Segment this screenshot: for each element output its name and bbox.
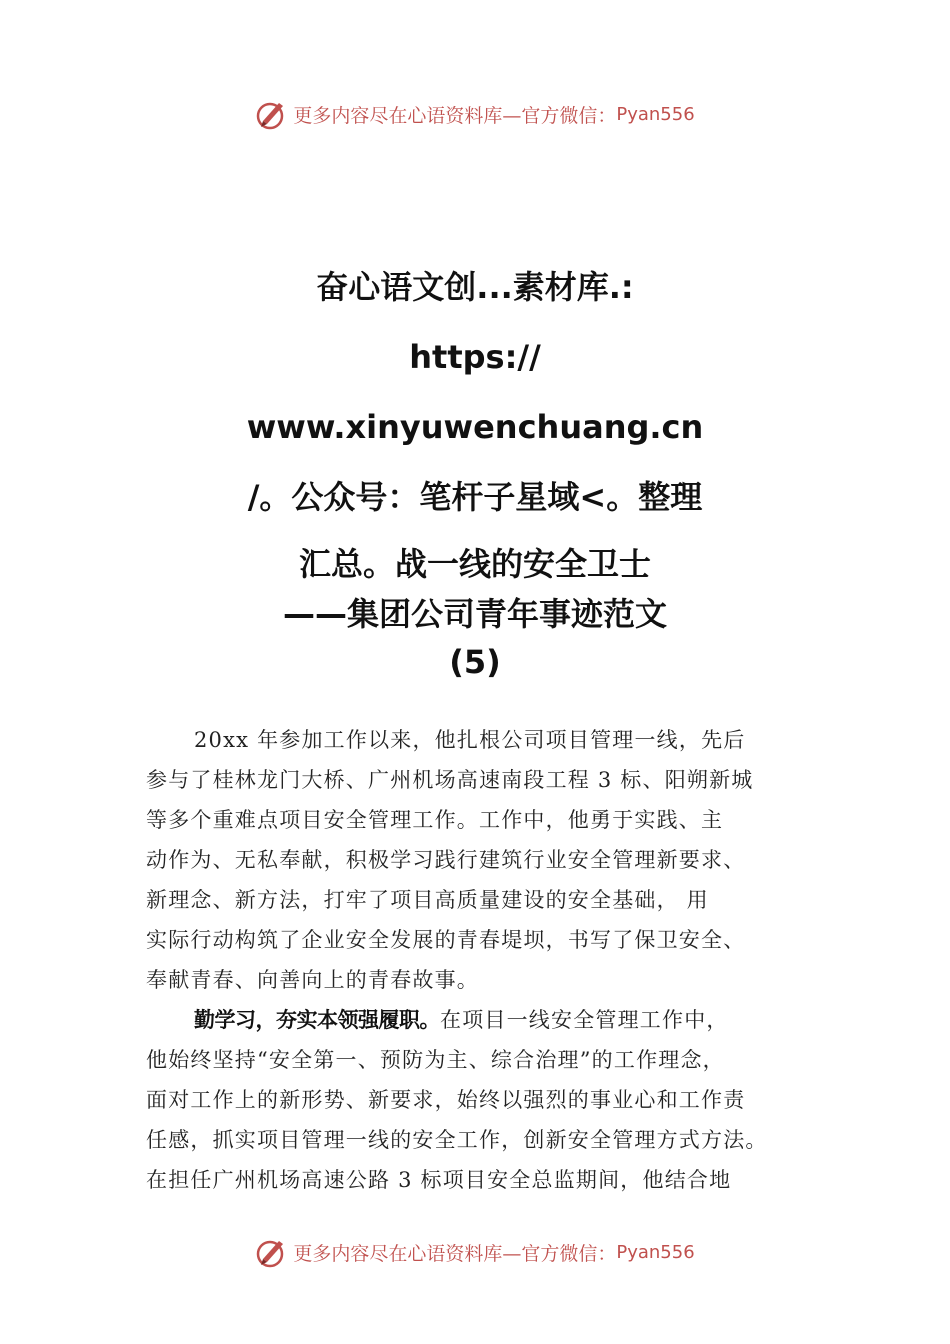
watermark-text: 更多内容尽在心语资料库—官方微信： xyxy=(293,104,617,127)
body-line: 面对工作上的新形势、新要求，始终以强烈的事业心和工作责 xyxy=(146,1088,746,1112)
footer-watermark xyxy=(0,1232,950,1272)
watermark-text: 更多内容尽在心语资料库—官方微信： xyxy=(293,1242,617,1265)
body-line: 新理念、新方法，打牢了项目高质量建设的安全基础， 用 xyxy=(146,888,709,912)
title-line: www.xinyuwenchuang.cn xyxy=(246,408,704,446)
document-title xyxy=(150,258,800,686)
body-line: 实际行动构筑了企业安全发展的青春堤坝，书写了保卫安全、 xyxy=(146,928,746,952)
header-watermark xyxy=(0,94,950,134)
body-line: 奉献青春、向善向上的青春故事。 xyxy=(146,968,479,992)
pen-circle-logo-icon xyxy=(255,97,289,131)
title-line: https:// xyxy=(409,338,541,376)
title-line: ——集团公司青年事迹范文 xyxy=(282,595,667,633)
pen-circle-logo-icon xyxy=(255,1235,289,1269)
title-line: 汇总。战一线的安全卫士 xyxy=(298,545,651,583)
body-line: 动作为、无私奉献，积极学习践行建筑行业安全管理新要求、 xyxy=(146,848,746,872)
body-line: 他始终坚持“安全第一、预防为主、综合治理”的工作理念， xyxy=(146,1048,725,1072)
title-line: /。公众号：笔杆子星域<。整理 xyxy=(247,478,703,516)
title-line: (5) xyxy=(449,643,501,681)
body-line: 20xx 年参加工作以来，他扎根公司项目管理一线，先后 xyxy=(194,728,746,752)
body-line: 参与了桂林龙门大桥、广州机场高速南段工程 3 标、阳朔新城 xyxy=(146,768,754,792)
body-line xyxy=(146,1000,836,1040)
title-line: 奋心语文创...素材库.: xyxy=(316,268,634,306)
body-line: 在担任广州机场高速公路 3 标项目安全总监期间，他结合地 xyxy=(146,1168,732,1192)
body-line: 等多个重难点项目安全管理工作。工作中，他勇于实践、主 xyxy=(146,808,724,832)
article-body xyxy=(146,720,836,1200)
body-inline-text: 在项目一线安全管理工作中， xyxy=(440,1008,729,1032)
paragraph-heading: 勤学习，夯实本领强履职。 xyxy=(194,1008,440,1032)
body-line: 任感，抓实项目管理一线的安全工作，创新安全管理方式方法。 xyxy=(146,1128,768,1152)
wechat-id: Pyan556 xyxy=(616,103,695,125)
wechat-id: Pyan556 xyxy=(616,1241,695,1263)
